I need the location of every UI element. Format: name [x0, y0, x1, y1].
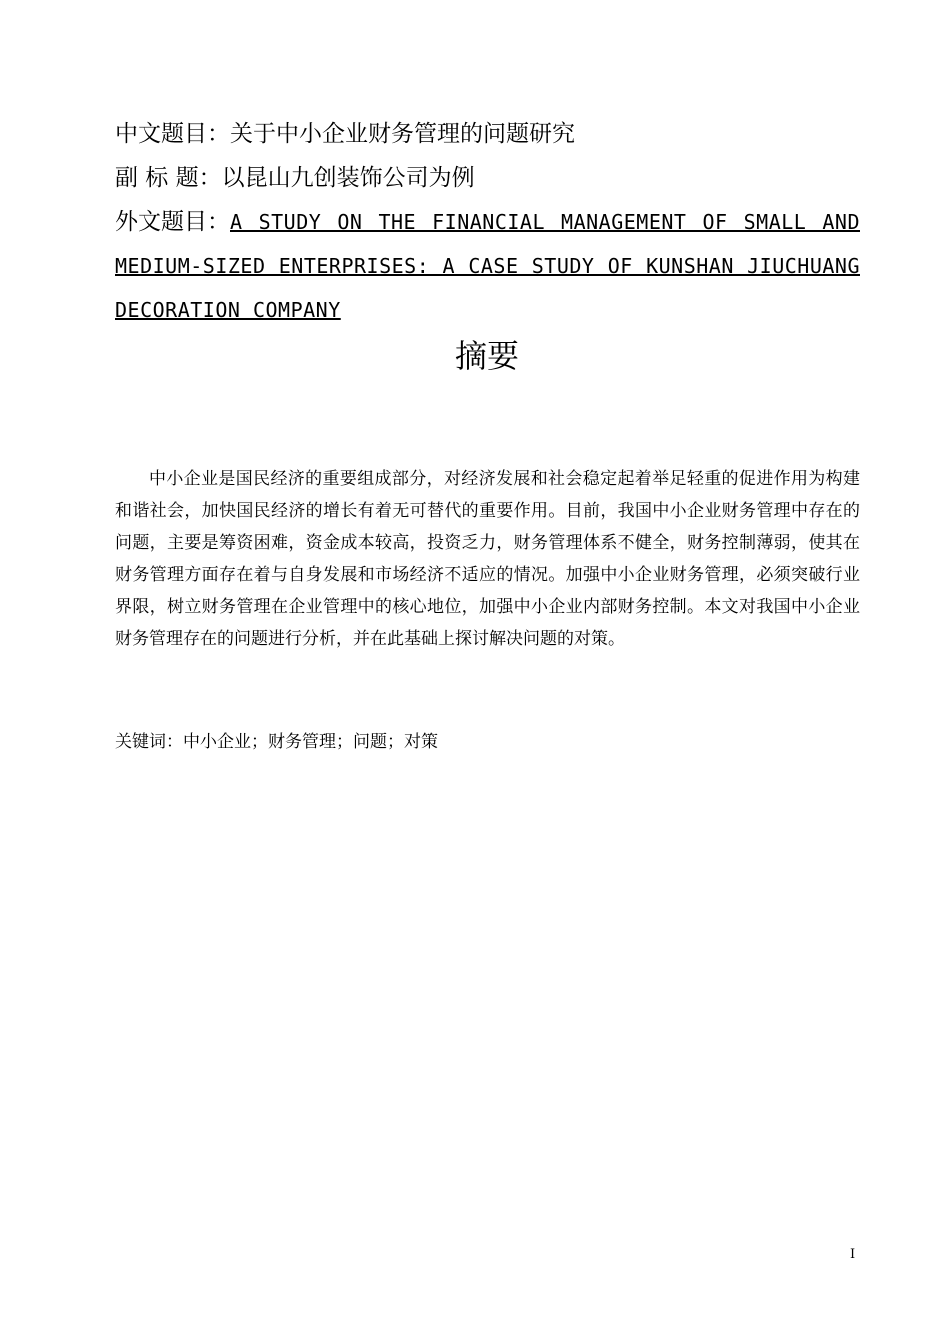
keywords-label: 关键词：	[115, 732, 183, 752]
subtitle-line	[115, 156, 860, 200]
foreign-title-line	[115, 200, 860, 332]
chinese-title-line	[115, 112, 860, 156]
chinese-title-label: 中文题目：	[115, 121, 230, 147]
subtitle: 以昆山九创装饰公司为例	[221, 165, 475, 191]
abstract-heading: 摘要	[454, 337, 519, 375]
abstract-body: 中小企业是国民经济的重要组成部分，对经济发展和社会稳定起着举足轻重的促进作用为构建和谐社会，加快国民经济的增长有着无可替代的重要作用。目前，我国中小企业财务管理中存在的问题，主要是筹资困难，资金成本较高，投资乏力，财务管理体系不健全，财务控制薄弱，使其在财务管理方面存在着与自身发展和市场经济不适应的情况。加强中小企业财务管理，必须突破行业界限，树立财务管理在企业管理中的核心地位，加强中小企业内部财务控制。本文对我国中小企业财务管理存在的问题进行分析，并在此基础上探讨解决问题的对策。	[115, 469, 860, 649]
keywords-line	[115, 728, 438, 756]
subtitle-label: 副 标 题：	[115, 165, 222, 191]
chinese-title: 关于中小企业财务管理的问题研究	[230, 121, 575, 147]
keywords-text: 中小企业；财务管理；问题；对策	[183, 732, 438, 752]
foreign-title: A STUDY ON THE FINANCIAL MANAGEMENT OF SMALL AND MEDIUM-SIZED ENTERPRISES: A CASE STUDY OF KUNSHAN JIUCHUANG DECORATION COMPANY	[115, 210, 860, 322]
page-number: I	[850, 1247, 856, 1262]
title-block	[115, 112, 860, 332]
foreign-title-label: 外文题目：	[115, 209, 230, 235]
